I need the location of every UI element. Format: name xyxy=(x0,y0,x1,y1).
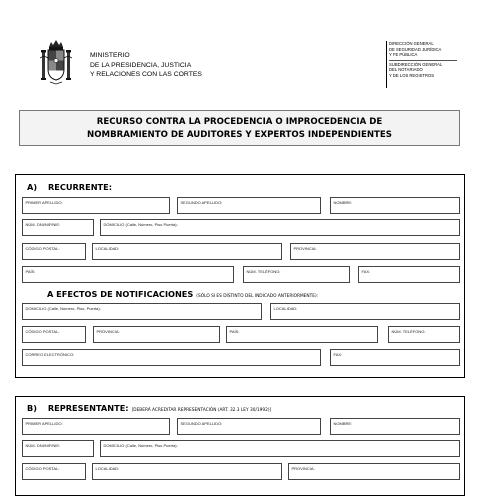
notifications-note: (SÓLO SI ES DISTINTO DEL INDICADO ANTERIORMENTE): xyxy=(196,294,319,299)
field-label: NÚM. TELÉFONO: xyxy=(246,269,281,274)
field-label: DOMICILIO (Calle, Número, Piso, Puerta): xyxy=(25,306,101,311)
field-label: PRIMER APELLIDO: xyxy=(25,200,63,205)
ministry-name xyxy=(90,51,202,80)
fax-field[interactable] xyxy=(358,266,460,283)
section-b-note: [DEBERÁ ACREDITAR REPRESENTACIÓN (ART. 32.3 LEY 30/1992)] xyxy=(131,408,272,413)
correo-electronico-field[interactable] xyxy=(22,349,321,366)
directorate-line: DIRECCIÓN GENERAL xyxy=(389,41,434,46)
section-a-letter: A) xyxy=(27,182,38,192)
field-label: PAÍS: xyxy=(229,329,240,334)
notif-domicilio-field[interactable] xyxy=(22,303,262,320)
field-label: CÓDIGO POSTAL: xyxy=(25,466,60,471)
directorate-line: DE SEGURIDAD JURÍDICA xyxy=(389,46,442,52)
notif-pais-field[interactable] xyxy=(226,326,378,343)
domicilio-field[interactable] xyxy=(100,219,460,236)
form-title xyxy=(19,110,460,146)
provincia-field[interactable] xyxy=(290,243,460,260)
field-label: NÚM. DNI/NIF/NIE: xyxy=(25,222,61,227)
form-title-line: RECURSO CONTRA LA PROCEDENCIA O IMPROCEDENCIA DE xyxy=(96,117,383,127)
notif-codigo-postal-field[interactable] xyxy=(22,326,86,343)
field-label: CÓDIGO POSTAL: xyxy=(25,329,60,334)
field-label: LOCALIDAD: xyxy=(95,246,120,251)
subdirectorate-line: DEL NOTARIADO xyxy=(389,67,423,73)
primer-apellido-field[interactable] xyxy=(22,197,170,214)
field-label: SEGUNDO APELLIDO: xyxy=(180,200,223,205)
rep-localidad-field[interactable] xyxy=(92,463,282,480)
rep-provincia-field[interactable] xyxy=(288,463,460,480)
section-a-heading xyxy=(27,182,112,192)
coat-of-arms-icon xyxy=(40,38,72,86)
field-label: NOMBRE: xyxy=(333,200,353,205)
pais-field[interactable] xyxy=(22,266,234,283)
field-label: FAX: xyxy=(361,269,371,274)
rep-primer-apellido-field[interactable] xyxy=(22,418,170,435)
rep-segundo-apellido-field[interactable] xyxy=(177,418,321,435)
field-label: PAÍS: xyxy=(25,269,36,274)
notif-fax-field[interactable] xyxy=(330,349,460,366)
field-label: LOCALIDAD: xyxy=(273,306,298,311)
notif-localidad-field[interactable] xyxy=(270,303,460,320)
field-label: CORREO ELECTRÓNICO: xyxy=(25,352,75,357)
field-label: NÚM. DNI/NIF/NIE: xyxy=(25,443,61,448)
rep-nombre-field[interactable] xyxy=(330,418,460,435)
ministry-line: Y RELACIONES CON LAS CORTES xyxy=(90,71,202,78)
nombre-field[interactable] xyxy=(330,197,460,214)
header-divider xyxy=(386,41,387,88)
notifications-title: A EFECTOS DE NOTIFICACIONES xyxy=(47,289,194,299)
directorate-line: Y FE PÚBLICA xyxy=(389,52,418,58)
dni-field[interactable] xyxy=(22,219,94,236)
form-title-line: NOMBRAMIENTO DE AUDITORES Y EXPERTOS INDEPENDIENTES xyxy=(87,129,392,140)
field-label: PROVINCIA: xyxy=(293,246,317,251)
directorate-separator xyxy=(389,60,457,61)
ministry-line: MINISTERIO xyxy=(90,52,130,59)
section-b-heading xyxy=(27,403,271,413)
field-label: PROVINCIA: xyxy=(291,466,315,471)
notifications-heading xyxy=(47,289,318,299)
subdirectorate-line: SUBDIRECCIÓN GENERAL xyxy=(389,61,443,67)
rep-codigo-postal-field[interactable] xyxy=(22,463,86,480)
rep-dni-field[interactable] xyxy=(22,440,94,457)
section-b-title: REPRESENTANTE: xyxy=(47,403,129,413)
section-b-letter: B) xyxy=(27,403,37,413)
field-label: DOMICILIO (Calle, Número, Piso Puerta): xyxy=(103,222,178,227)
telefono-field[interactable] xyxy=(243,266,350,283)
field-label: NOMBRE: xyxy=(333,421,353,426)
field-label: NÚM. TELÉFONO: xyxy=(391,329,426,334)
segundo-apellido-field[interactable] xyxy=(177,197,321,214)
notif-provincia-field[interactable] xyxy=(93,326,220,343)
section-a-title: RECURRENTE: xyxy=(47,182,113,192)
field-label: LOCALIDAD: xyxy=(95,466,120,471)
field-label: CÓDIGO POSTAL: xyxy=(25,246,60,251)
subdirectorate-line: Y DE LOS REGISTROS xyxy=(389,72,435,78)
codigo-postal-field[interactable] xyxy=(22,243,86,260)
ministry-line: DE LA PRESIDENCIA, JUSTICIA xyxy=(90,61,192,69)
field-label: DOMICILIO (Calle, Número, Piso Puerta): xyxy=(103,443,178,448)
directorate-block xyxy=(389,41,457,79)
rep-domicilio-field[interactable] xyxy=(100,440,460,457)
localidad-field[interactable] xyxy=(92,243,282,260)
field-label: SEGUNDO APELLIDO: xyxy=(180,421,223,426)
field-label: PRIMER APELLIDO: xyxy=(25,421,63,426)
field-label: FAX: xyxy=(333,352,343,357)
field-label: PROVINCIA: xyxy=(96,329,120,334)
notif-telefono-field[interactable] xyxy=(388,326,460,343)
